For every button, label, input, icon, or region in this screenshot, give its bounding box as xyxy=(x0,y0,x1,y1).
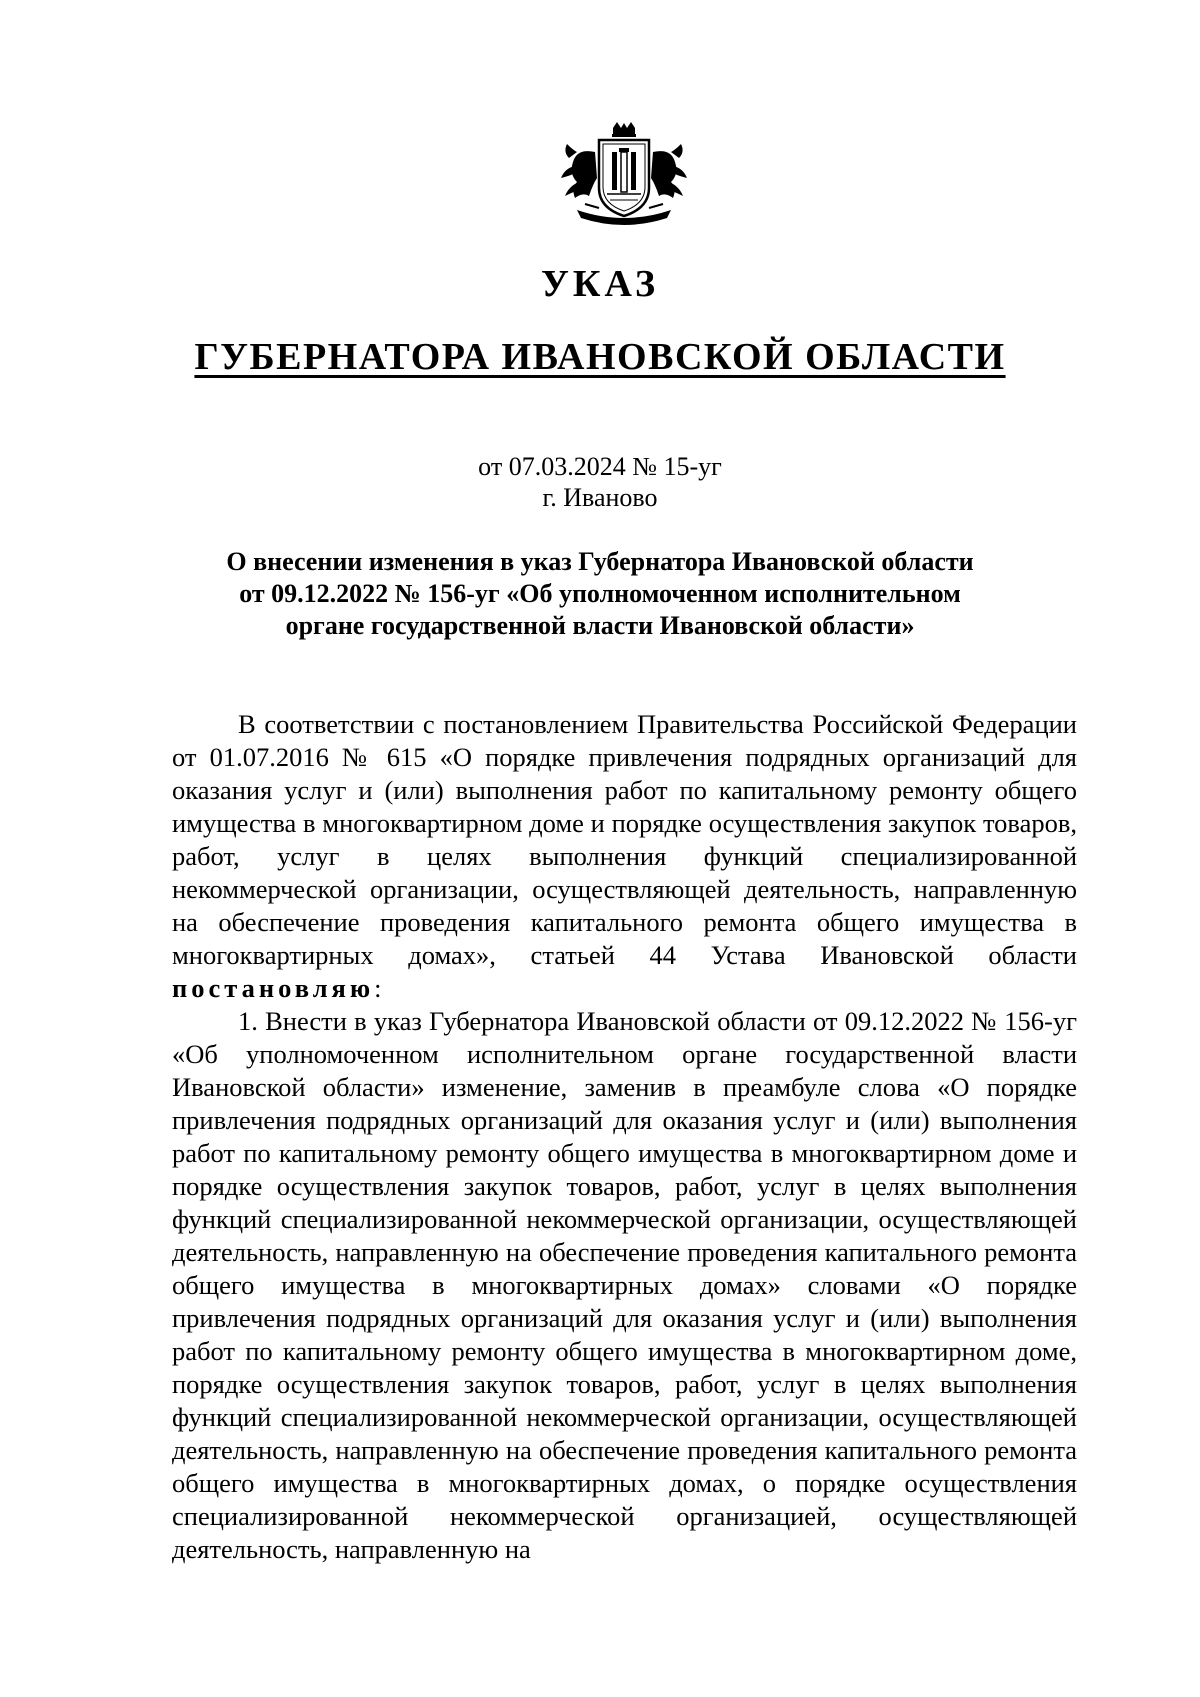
preamble-text: В соответствии с постановлением Правительства Российской Федерации от 01.07.2016 № 615 «О порядке привлечения подрядных организаций для оказания услуг и (или) выполнения работ по капитальному ремонту общего имущества в многоквартирном доме и порядке осуществления закупок товаров, работ, услуг в целях выполнения функций специализированной некоммерческой организации, осуществляющей деятельность, направленную на обеспечение проведения капитального ремонта общего имущества в многоквартирных домах», статьей 44 Устава Ивановской области xyxy=(172,709,1077,970)
decree-date-number: от 07.03.2024 № 15-уг xyxy=(478,452,722,481)
issuer-title-text: ГУБЕРНАТОРА ИВАНОВСКОЙ ОБЛАСТИ xyxy=(194,336,1006,378)
document-type-title: УКАЗ xyxy=(541,263,659,305)
issuer-title xyxy=(0,335,1200,379)
subject-line-3: органе государственной власти Ивановской области» xyxy=(285,611,915,640)
decree-city: г. Иваново xyxy=(542,483,658,512)
decree-body xyxy=(172,708,1077,1566)
decree-subject xyxy=(180,546,1020,642)
subject-line-2: от 09.12.2022 № 156-уг «Об уполномоченном исполнительном xyxy=(239,579,961,608)
coat-of-arms-emblem xyxy=(555,122,693,227)
subject-line-1: О внесении изменения в указ Губернатора Ивановской области xyxy=(226,547,974,576)
decree-keyword-colon: : xyxy=(374,973,382,1003)
item-1-paragraph: 1. Внести в указ Губернатора Ивановской области от 09.12.2022 № 156-уг «Об уполномоченном исполнительном органе государственной власти Ивановской области» изменение, заменив в преамбуле слова «О порядке привлечения подрядных организаций для оказания услуг и (или) выполнения работ по капитальному ремонту общего имущества в многоквартирном доме и порядке осуществления закупок товаров, работ, услуг в целях выполнения функций специализированной некоммерческой организации, осуществляющей деятельность, направленную на обеспечение проведения капитального ремонта общего имущества в многоквартирных домах» словами «О порядке привлечения подрядных организаций для оказания услуг и (или) выполнения работ по капитальному ремонту общего имущества в многоквартирном доме, порядке осуществления закупок товаров, работ, услуг в целях выполнения функций специализированной некоммерческой организации, осуществляющей деятельность, направленную на обеспечение проведения капитального ремонта общего имущества в многоквартирных домах, о порядке осуществления специализированной некоммерческой организацией, осуществляющей деятельность, направленную на xyxy=(172,1006,1077,1564)
preamble-paragraph xyxy=(172,708,1077,1005)
decree-keyword: постановляю xyxy=(172,973,375,1003)
